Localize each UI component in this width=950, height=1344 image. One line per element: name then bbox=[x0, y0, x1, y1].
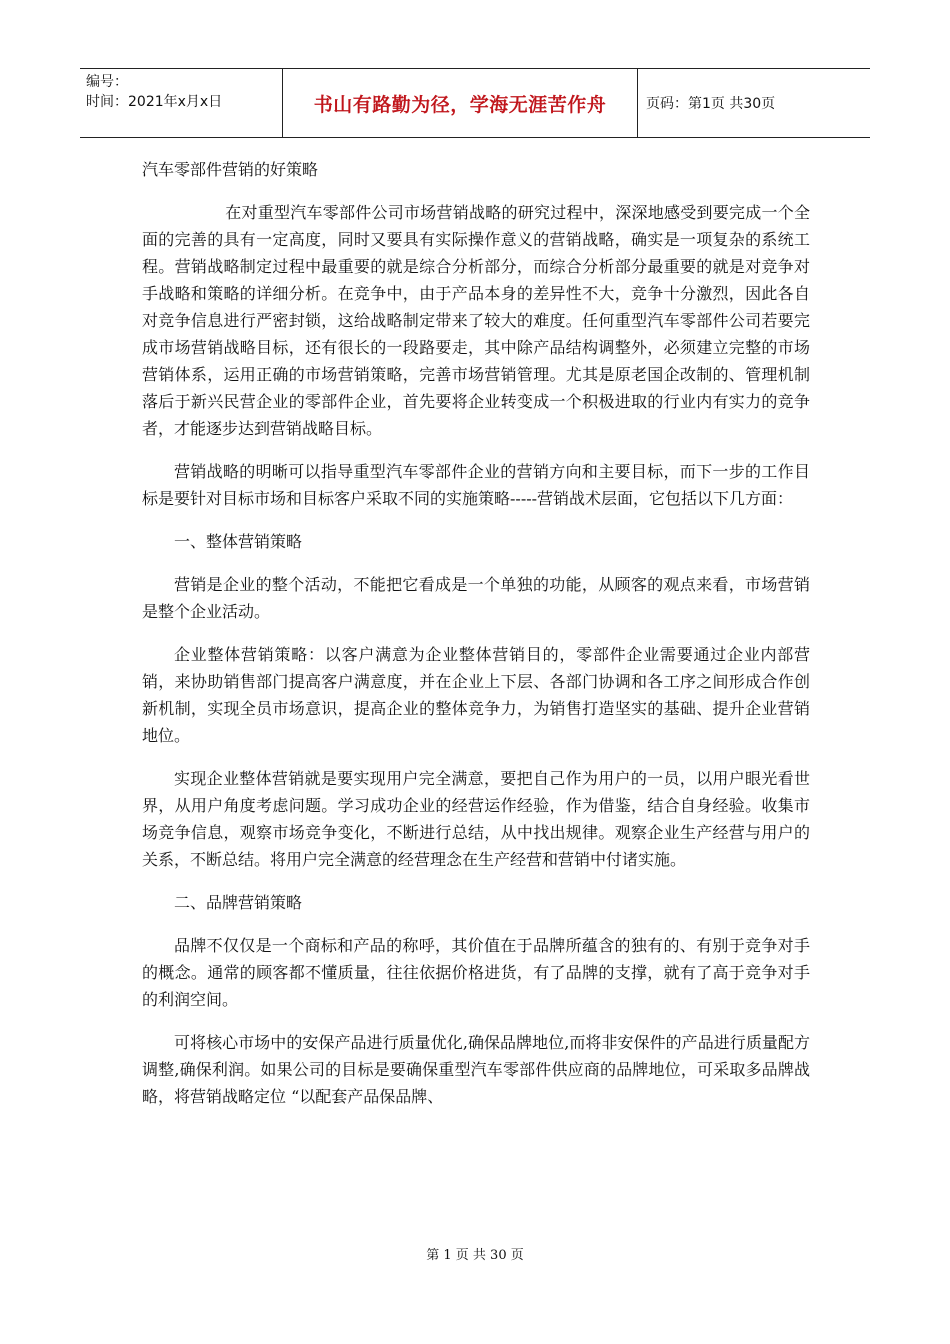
paragraph: 营销战略的明晰可以指导重型汽车零部件企业的营销方向和主要目标，而下一步的工作目标是要针对目标市场和目标客户采取不同的实施策略-----营销战术层面，它包括以下几方面： bbox=[142, 462, 810, 508]
header-table bbox=[80, 68, 870, 138]
paragraph: 实现企业整体营销就是要实现用户完全满意，要把自己作为用户的一员，以用户眼光看世界，从用户角度考虑问题。学习成功企业的经营运作经验，作为借鉴，结合自身经验。收集市场竞争信息，观察市场竞争变化，不断进行总结，从中找出规律。观察企业生产经营与用户的关系，不断总结。将用户完全满意的经营理念在生产经营和营销中付诸实施。 bbox=[142, 769, 810, 869]
header-motto: 书山有路勤为径，学海无涯苦作舟 bbox=[283, 69, 638, 137]
number-label: 编号： bbox=[86, 74, 128, 90]
time-label: 时间：2021年x月x日 bbox=[86, 94, 223, 110]
paragraph: 企业整体营销策略：以客户满意为企业整体营销目的，零部件企业需要通过企业内部营销，来协助销售部门提高客户满意度，并在企业上下层、各部门协调和各工序之间形成合作创新机制，实现全员市场意识，提高企业的整体竞争力，为销售打造坚实的基础、提升企业营销地位。 bbox=[142, 645, 810, 745]
paragraph: 可将核心市场中的安保产品进行质量优化,确保品牌地位,而将非安保件的产品进行质量配方调整,确保利润。如果公司的目标是要确保重型汽车零部件供应商的品牌地位，可采取多品牌战略，将营销战略定位 “以配套产品保品牌、 bbox=[142, 1033, 810, 1106]
paragraph: 品牌不仅仅是一个商标和产品的称呼，其价值在于品牌所蕴含的独有的、有别于竞争对手的概念。通常的顾客都不懂质量，往往依据价格进货，有了品牌的支撑，就有了高于竞争对手的利润空间。 bbox=[142, 936, 810, 1009]
paragraph: 在对重型汽车零部件公司市场营销战略的研究过程中，深深地感受到要完成一个全面的完善的具有一定高度，同时又要具有实际操作意义的营销战略，确实是一项复杂的系统工程。营销战略制定过程中最重要的就是综合分析部分，而综合分析部分最重要的就是对竞争对手战略和策略的详细分析。在竞争中，由于产品本身的差异性不大，竞争十分激烈，因此各自对竞争信息进行严密封锁，这给战略制定带来了较大的难度。任何重型汽车零部件公司若要完成市场营销战略目标，还有很长的一段路要走，其中除产品结构调整外，必须建立完整的市场营销体系，运用正确的市场营销策略，完善市场营销管理。尤其是原老国企改制的、管理机制落后于新兴民营企业的零部件企业，首先要将企业转变成一个积极进取的行业内有实力的竞争者，才能逐步达到营销战略目标。 bbox=[142, 203, 810, 438]
document-title: 汽车零部件营销的好策略 bbox=[142, 160, 319, 179]
page-footer: 第 1 页 共 30 页 bbox=[426, 1248, 524, 1263]
document-body bbox=[142, 152, 810, 1126]
section-heading: 二、品牌营销策略 bbox=[174, 893, 303, 912]
paragraph: 营销是企业的整个活动，不能把它看成是一个单独的功能，从顾客的观点来看，市场营销是整个企业活动。 bbox=[142, 575, 810, 621]
header-page-info: 页码：第1页 共30页 bbox=[646, 96, 776, 112]
header-meta bbox=[80, 69, 283, 137]
section-heading: 一、整体营销策略 bbox=[174, 532, 303, 551]
